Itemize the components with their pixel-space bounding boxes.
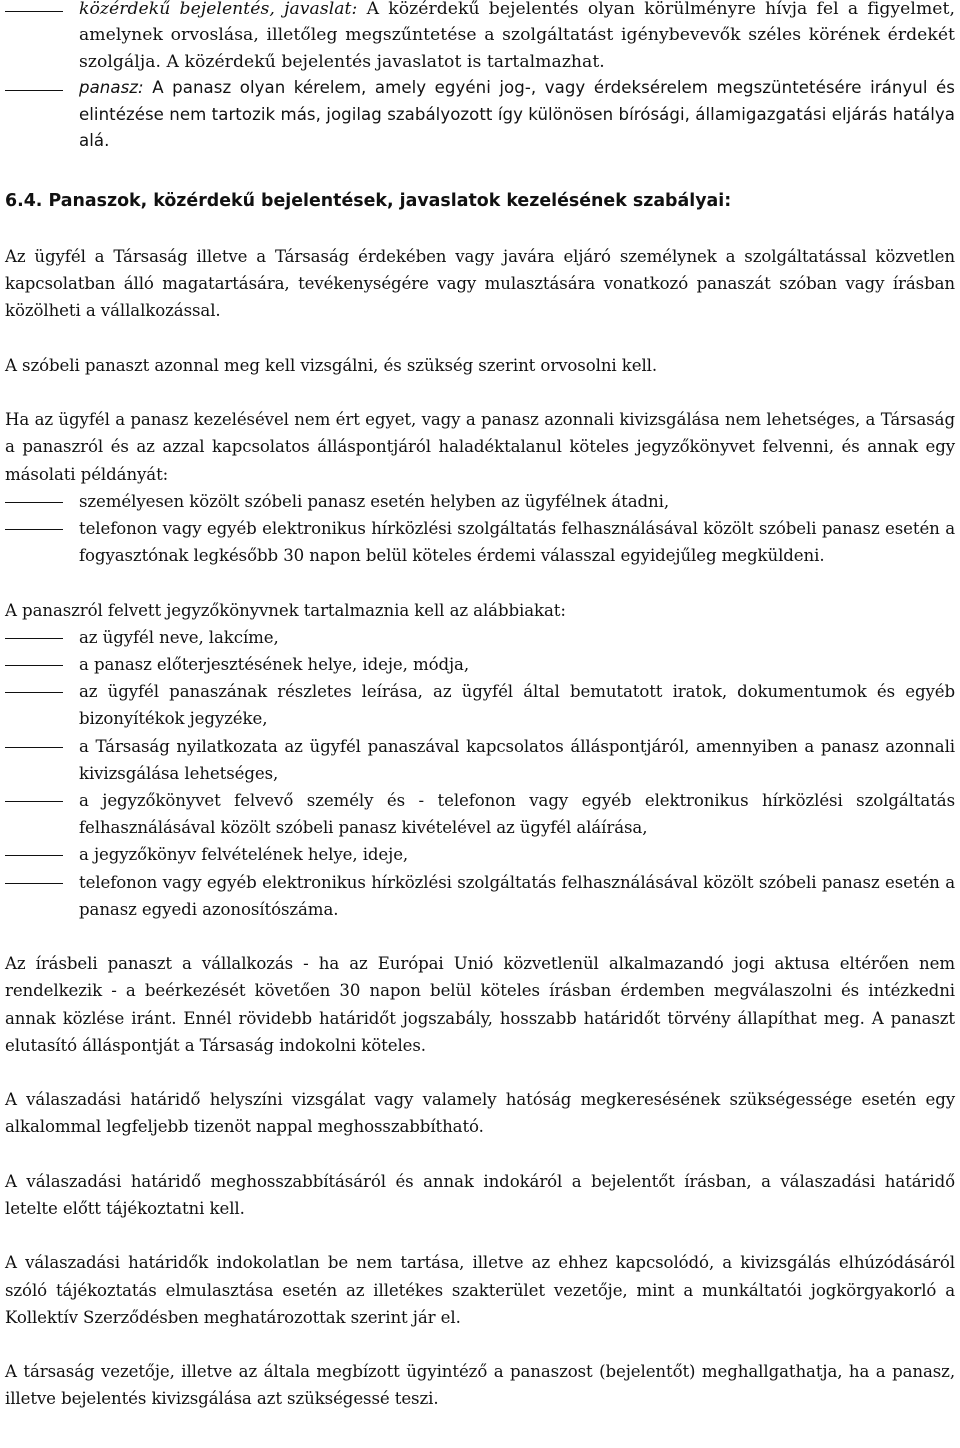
paragraph: A válaszadási határidők indokolatlan be nem tartása, illetve az ehhez kapcsolódó, a kivizsgálás elhúzódásáról szóló tájékoztatás elmulasztása esetén az illetékes szakterület vezetője, mint a munkáltatói jogkörgyakorló a Kollektív Szerződésben meghatározottak szerint jár el.	[5, 1253, 955, 1327]
definition-complaint	[5, 75, 955, 154]
paragraph: Az írásbeli panaszt a vállalkozás - ha az Európai Unió közvetlenül alkalmazandó jogi aktusa eltérően nem rendelkezik - a beérkezését követően 30 napon belül köteles írásban érdemben megválaszolni és intézkedni annak közlése iránt. Ennél rövidebb határidőt jogszabály, hosszabb határidőt törvény állapíthat meg. A panaszt elutasító álláspontját a Társaság indokolni köteles.	[5, 954, 955, 1055]
list-item: a jegyzőkönyv felvételének helye, ideje,	[79, 845, 409, 865]
paragraph: A válaszadási határidő meghosszabbításáról és annak indokáról a bejelentőt írásban, a válaszadási határidő letelte előtt tájékoztatni kell.	[5, 1171, 955, 1219]
paragraph: A panaszról felvett jegyzőkönyvnek tartalmaznia kell az alábbiakat:	[5, 600, 566, 620]
definition-public-interest	[5, 0, 955, 75]
document-body	[5, 243, 955, 1413]
paragraph: A társaság vezetője, illetve az általa megbízott ügyintéző a panaszost (bejelentőt) meghallgathatja, ha a panasz, illetve bejelentés kivizsgálása azt szükségessé teszi.	[5, 1362, 955, 1409]
list-item: telefonon vagy egyéb elektronikus hírközlési szolgáltatás felhasználásával közölt szóbeli panasz esetén a panasz egyedi azonosítószáma.	[79, 872, 955, 919]
list-item: személyesen közölt szóbeli panasz esetén helyben az ügyfélnek átadni,	[79, 491, 670, 511]
definition-term: panasz:	[79, 78, 144, 98]
paragraph: A szóbeli panaszt azonnal meg kell vizsgálni, és szükség szerint orvosolni kell.	[5, 355, 658, 375]
list-item: a panasz előterjesztésének helye, ideje, módja,	[79, 655, 470, 674]
delivery-list	[5, 488, 955, 570]
definitions-list	[5, 0, 955, 154]
list-item: az ügyfél neve, lakcíme,	[79, 627, 279, 647]
definition-term: közérdekű bejelentés, javaslat:	[79, 0, 358, 19]
definition-text: A közérdekű bejelentés olyan körülményre hívja fel a figyelmet, amelynek orvoslása, illetőleg megszűntetése a szolgáltatást igénybevevők széles körének érdekét szolgálja. A közérdekű bejelentés javaslatot is tartalmazhat.	[79, 0, 955, 72]
list-item: telefonon vagy egyéb elektronikus hírközlési szolgáltatás felhasználásával közölt szóbeli panasz esetén a fogyasztónak legkésőbb 30 napon belül köteles érdemi válasszal egyidejűleg megküldeni.	[79, 519, 955, 566]
list-item: a jegyzőkönyvet felvevő személy és - telefonon vagy egyéb elektronikus hírközlési szolgáltatás felhasználásával közölt szóbeli panasz kivételével az ügyfél aláírása,	[79, 791, 955, 838]
list-item: az ügyfél panaszának részletes leírása, az ügyfél által bemutatott iratok, dokumentumok és egyéb bizonyítékok jegyzéke,	[79, 682, 955, 729]
paragraph: Az ügyfél a Társaság illetve a Társaság érdekében vagy javára eljáró személynek a szolgáltatással közvetlen kapcsolatban álló magatartására, tevékenységére vagy mulasztására vonatkozó panaszát szóban vagy írásban közölheti a vállalkozással.	[5, 247, 955, 321]
section-heading: 6.4. Panaszok, közérdekű bejelentések, javaslatok kezelésének szabályai:	[5, 191, 732, 211]
list-item: a Társaság nyilatkozata az ügyfél panaszával kapcsolatos álláspontjáról, amennyiben a panasz azonnali kivizsgálása lehetséges,	[79, 736, 955, 783]
paragraph: Ha az ügyfél a panasz kezelésével nem ért egyet, vagy a panasz azonnali kivizsgálása nem lehetséges, a Társaság a panaszról és az azzal kapcsolatos álláspontjáról haladéktalanul köteles jegyzőkönyvet felvenni, és annak egy másolati példányát:	[5, 410, 955, 484]
record-contents-list	[5, 624, 955, 923]
definition-text: A panasz olyan kérelem, amely egyéni jog-, vagy érdeksérelem megszüntetésére irányul és elintézése nem tartozik más, jogilag szabályozott így különösen bírósági, államigazgatási eljárás hatálya alá.	[79, 78, 955, 151]
paragraph: A válaszadási határidő helyszíni vizsgálat vagy valamely hatóság megkeresésének szükségessége esetén egy alkalommal legfeljebb tizenöt nappal meghosszabbítható.	[5, 1090, 955, 1137]
